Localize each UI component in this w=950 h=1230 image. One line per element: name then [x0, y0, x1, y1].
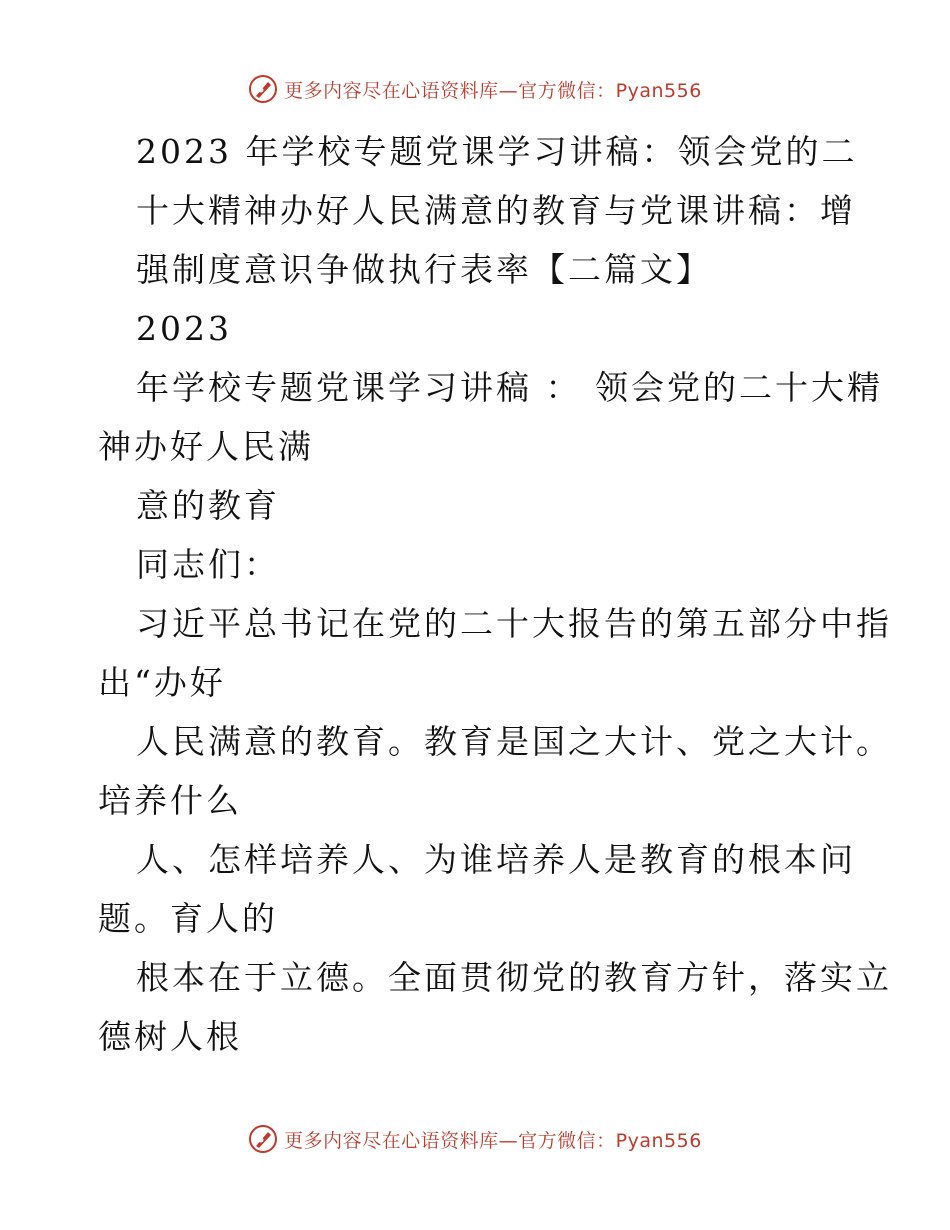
paragraph-line-9: 习近平总书记在党的二十大报告的第五部分中指: [136, 604, 892, 643]
paragraph-line-10: 出“办好: [98, 663, 226, 702]
footer-brand-text: 更多内容尽在心语资料库: [284, 1129, 499, 1152]
header-contact-text: —官方微信：Pyan556: [498, 79, 702, 102]
paragraph-line-16: 德树人根: [98, 1017, 242, 1056]
title-line-1: 2023 年学校专题党课学习讲稿：领会党的二: [136, 132, 858, 171]
text-line-6: 神办好人民满: [98, 427, 314, 466]
title-line-3: 强制度意识争做执行表率【二篇文】: [136, 250, 712, 289]
paragraph-line-12: 培养什么: [98, 781, 242, 820]
footer-watermark: [0, 1124, 950, 1154]
paragraph-line-13: 人、怎样培养人、为谁培养人是教育的根本问: [136, 840, 856, 879]
quill-pen-logo-icon: [248, 74, 278, 104]
paragraph-line-11: 人民满意的教育。教育是国之大计、党之大计。: [136, 722, 892, 761]
title-line-2: 十大精神办好人民满意的教育与党课讲稿：增: [136, 191, 856, 230]
paragraph-line-15: 根本在于立德。全面贯彻党的教育方针，落实立: [136, 958, 892, 997]
header-brand-text: 更多内容尽在心语资料库: [284, 79, 499, 102]
header-watermark: [0, 74, 950, 104]
text-line-7: 意的教育: [136, 486, 280, 525]
quill-pen-logo-icon: [248, 1124, 278, 1154]
text-line-4: 2023: [136, 309, 232, 348]
text-line-5: 年学校专题党课学习讲稿 ： 领会党的二十大精: [136, 368, 883, 407]
document-body: [98, 122, 892, 1066]
greeting-line: 同志们：: [136, 545, 280, 584]
footer-contact-text: —官方微信：Pyan556: [498, 1129, 702, 1152]
paragraph-line-14: 题。育人的: [98, 899, 278, 938]
